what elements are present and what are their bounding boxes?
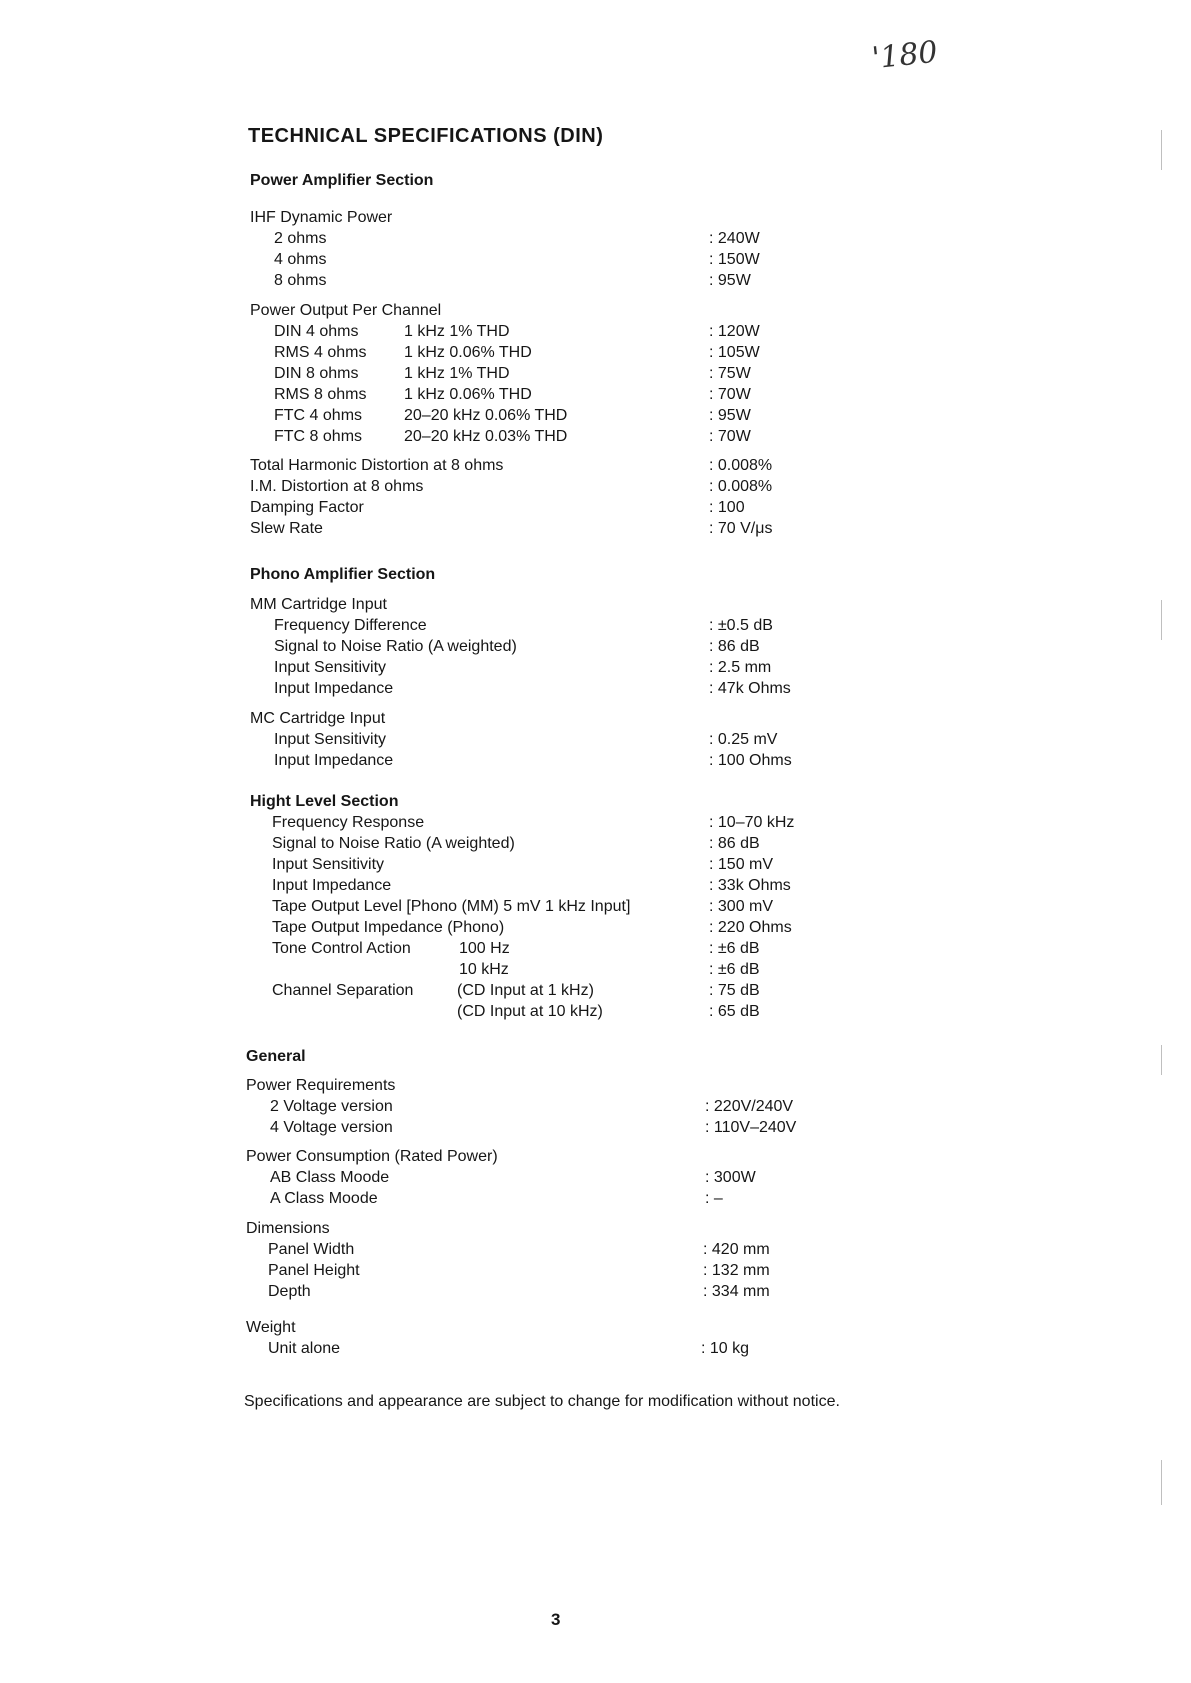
spec-value: : 10 kg [701,1340,750,1357]
spec-value: : 95W [709,407,751,424]
spec-row [0,1281,1191,1303]
spec-row [0,729,1191,751]
spec-row [0,497,1191,519]
spec-label: Tape Output Impedance (Phono) [272,919,505,936]
spec-value: : 240W [709,230,760,247]
spec-label: 4 Voltage version [270,1119,393,1136]
spec-row [0,342,1191,364]
spec-value: : 105W [709,344,760,361]
spec-label: Frequency Response [272,814,425,831]
spec-label: 2 Voltage version [270,1098,393,1115]
spec-label: Input Sensitivity [272,856,385,873]
spec-label: RMS 8 ohms [274,386,367,403]
spec-label: Input Sensitivity [274,659,387,676]
spec-value: : 334 mm [703,1283,770,1300]
spec-condition: (CD Input at 1 kHz) [457,982,594,999]
spec-row [0,678,1191,700]
spec-row [0,426,1191,448]
spec-condition: 10 kHz [459,961,509,978]
spec-row [0,750,1191,772]
spec-row [0,657,1191,679]
spec-label: 2 ohms [274,230,327,247]
spec-label: Panel Width [268,1241,355,1258]
group-label-weight: Weight [246,1319,296,1336]
group-label-power-requirements: Power Requirements [246,1077,396,1094]
spec-row [0,455,1191,477]
spec-row [0,321,1191,343]
spec-condition: 1 kHz 1% THD [404,323,510,340]
section-heading-high-level: Hight Level Section [250,793,399,810]
spec-value: : ±0.5 dB [709,617,773,634]
group-label-power-consumption: Power Consumption (Rated Power) [246,1148,498,1165]
handwritten-note: '180 [870,34,940,77]
spec-label: Signal to Noise Ratio (A weighted) [272,835,515,852]
spec-value: : 70W [709,428,751,445]
spec-value: : 86 dB [709,835,760,852]
group-label-dimensions: Dimensions [246,1220,330,1237]
spec-row [0,405,1191,427]
spec-value: : 70W [709,386,751,403]
spec-value: : 100 [709,499,745,516]
spec-row [0,1096,1191,1118]
spec-label: FTC 8 ohms [274,428,363,445]
spec-label: Frequency Difference [274,617,427,634]
scan-mark [1161,600,1162,640]
spec-value: : 0.008% [709,478,773,495]
page-title: TECHNICAL SPECIFICATIONS (DIN) [248,125,604,147]
section-heading-general: General [246,1048,306,1065]
spec-label: A Class Moode [270,1190,378,1207]
spec-value: : 95W [709,272,751,289]
spec-label: FTC 4 ohms [274,407,363,424]
disclaimer-footnote: Specifications and appearance are subject to change for modification without notice. [244,1393,840,1410]
spec-condition: 100 Hz [459,940,510,957]
spec-label: Tone Control Action [272,940,411,957]
spec-row [0,518,1191,540]
spec-row [0,854,1191,876]
spec-row [0,1260,1191,1282]
spec-row [0,1338,1191,1360]
spec-condition: (CD Input at 10 kHz) [457,1003,603,1020]
spec-row [0,959,1191,981]
spec-condition: 20–20 kHz 0.06% THD [404,407,568,424]
spec-label: RMS 4 ohms [274,344,367,361]
spec-label: Channel Separation [272,982,414,999]
spec-label: 8 ohms [274,272,327,289]
spec-value: : 420 mm [703,1241,770,1258]
spec-row [0,249,1191,271]
spec-row [0,1239,1191,1261]
spec-label: Signal to Noise Ratio (A weighted) [274,638,517,655]
spec-label: Damping Factor [250,499,364,516]
spec-label: Input Impedance [274,680,394,697]
spec-value: : 300 mV [709,898,774,915]
spec-value: : 70 V/μs [709,520,773,537]
spec-label: I.M. Distortion at 8 ohms [250,478,424,495]
spec-value: : – [705,1190,723,1207]
spec-row [0,812,1191,834]
spec-label: Input Sensitivity [274,731,387,748]
spec-value: : 220V/240V [705,1098,794,1115]
spec-value: : 110V–240V [705,1119,797,1136]
spec-condition: 1 kHz 1% THD [404,365,510,382]
spec-label: Unit alone [268,1340,341,1357]
spec-row [0,1188,1191,1210]
spec-value: : 65 dB [709,1003,760,1020]
spec-value: : 100 Ohms [709,752,792,769]
spec-value: : 0.008% [709,457,773,474]
spec-row [0,896,1191,918]
spec-value: : 33k Ohms [709,877,791,894]
spec-condition: 1 kHz 0.06% THD [404,386,532,403]
spec-label: Input Impedance [274,752,394,769]
spec-row [0,980,1191,1002]
spec-condition: 1 kHz 0.06% THD [404,344,532,361]
spec-label: DIN 8 ohms [274,365,359,382]
group-label-ihf-dynamic-power: IHF Dynamic Power [250,209,393,226]
spec-value: : 47k Ohms [709,680,791,697]
spec-row [0,833,1191,855]
spec-value: : ±6 dB [709,961,760,978]
spec-value: : 150W [709,251,760,268]
spec-label: 4 ohms [274,251,327,268]
spec-label: Depth [268,1283,311,1300]
page-number: 3 [551,1610,561,1629]
spec-row [0,615,1191,637]
spec-row [0,917,1191,939]
group-label-mc-cartridge: MC Cartridge Input [250,710,386,727]
spec-label: Total Harmonic Distortion at 8 ohms [250,457,504,474]
spec-row [0,875,1191,897]
spec-row [0,938,1191,960]
spec-label: Panel Height [268,1262,360,1279]
spec-value: : 10–70 kHz [709,814,795,831]
spec-row [0,1001,1191,1023]
spec-value: : 300W [705,1169,756,1186]
spec-value: : 220 Ohms [709,919,792,936]
spec-value: : 86 dB [709,638,760,655]
spec-value: : 132 mm [703,1262,770,1279]
spec-row [0,1117,1191,1139]
spec-value: : ±6 dB [709,940,760,957]
spec-row [0,1167,1191,1189]
spec-label: Tape Output Level [Phono (MM) 5 mV 1 kHz Input] [272,898,631,915]
spec-value: : 2.5 mm [709,659,772,676]
spec-label: AB Class Moode [270,1169,390,1186]
group-label-power-output: Power Output Per Channel [250,302,442,319]
spec-row [0,636,1191,658]
scan-mark [1161,130,1162,170]
spec-row [0,363,1191,385]
spec-label: DIN 4 ohms [274,323,359,340]
group-label-mm-cartridge: MM Cartridge Input [250,596,387,613]
spec-value: : 120W [709,323,760,340]
spec-row [0,270,1191,292]
spec-row [0,228,1191,250]
spec-label: Input Impedance [272,877,392,894]
spec-condition: 20–20 kHz 0.03% THD [404,428,568,445]
spec-value: : 75 dB [709,982,760,999]
spec-row [0,384,1191,406]
scan-mark [1161,1045,1162,1075]
section-heading-power-amplifier: Power Amplifier Section [250,172,434,189]
spec-value: : 0.25 mV [709,731,778,748]
spec-value: : 150 mV [709,856,774,873]
scan-mark [1161,1460,1162,1505]
spec-row [0,476,1191,498]
spec-label: Slew Rate [250,520,323,537]
spec-value: : 75W [709,365,751,382]
section-heading-phono-amplifier: Phono Amplifier Section [250,566,436,583]
